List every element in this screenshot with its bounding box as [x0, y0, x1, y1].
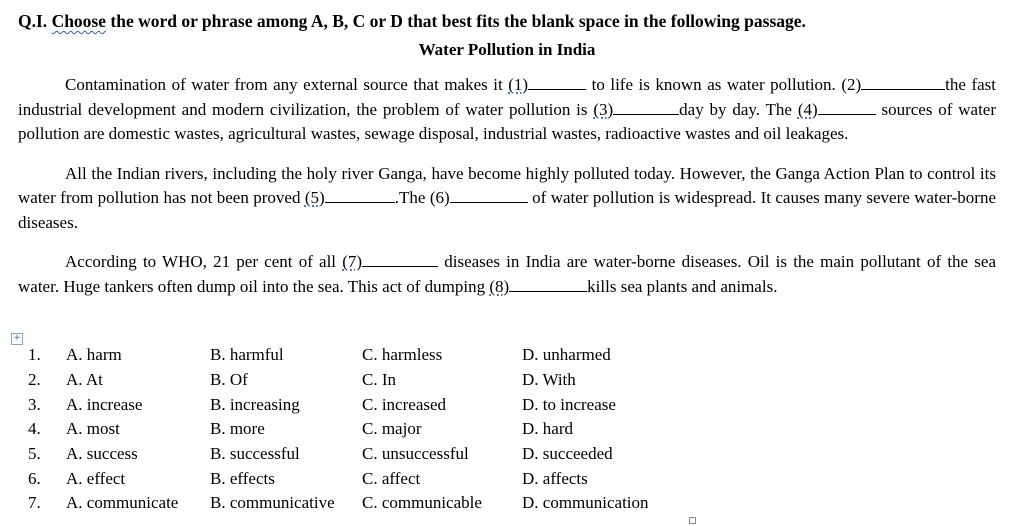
blank-7 — [362, 250, 438, 267]
heading-rest: the word or phrase among A, B, C or D that best fits the blank space in the following passage. — [106, 11, 806, 31]
option-number: 7. — [28, 493, 41, 513]
option-a: A. success — [66, 444, 138, 464]
option-b: B. Of — [210, 370, 248, 390]
option-b: B. harmful — [210, 345, 284, 365]
options-row — [28, 392, 692, 417]
document — [18, 10, 996, 299]
option-c: C. affect — [362, 468, 421, 488]
options-row — [28, 417, 692, 442]
option-d: D. communication — [522, 493, 649, 513]
option-a: A. At — [66, 370, 103, 390]
option-b: B. successful — [210, 444, 300, 464]
paragraph-3: According to WHO, 21 per cent of all (7) diseases in India are water-borne diseases. Oil is the main pollutant of the sea water. Huge tankers often dump oil into the sea. This act of dumping (8) kills sea plants and animals. — [18, 252, 996, 296]
option-d: D. to increase — [522, 394, 616, 414]
option-b: B. increasing — [210, 394, 300, 414]
options-row — [28, 466, 692, 491]
option-a: A. harm — [66, 345, 122, 365]
heading-underlined-word: Choose — [51, 11, 107, 31]
option-number: 5. — [28, 444, 41, 464]
options-row — [28, 491, 692, 516]
option-b: B. communicative — [210, 493, 335, 513]
blank-number-3: (3) — [593, 99, 614, 119]
option-b: B. more — [210, 419, 265, 439]
option-d: D. With — [522, 370, 576, 390]
blank-3 — [613, 98, 679, 115]
option-a: A. effect — [66, 468, 126, 488]
option-d: D. succeeded — [522, 444, 613, 464]
options-row — [28, 368, 692, 393]
blank-number-8: (8) — [489, 276, 510, 296]
option-a: A. most — [66, 419, 120, 439]
option-d: D. hard — [522, 419, 573, 439]
options-table — [28, 343, 692, 516]
table-move-handle-icon[interactable]: + — [11, 333, 23, 345]
option-c: C. harmless — [362, 345, 443, 365]
option-number: 6. — [28, 468, 41, 488]
option-a: A. increase — [66, 394, 143, 414]
blank-8 — [509, 275, 587, 292]
blank-number-6: (6) — [429, 188, 450, 207]
option-number: 4. — [28, 419, 41, 439]
blank-2 — [861, 73, 945, 90]
option-number: 2. — [28, 370, 41, 390]
options-row — [28, 343, 692, 368]
option-b: B. effects — [210, 468, 275, 488]
options-row — [28, 442, 692, 467]
option-c: C. unsuccessful — [362, 444, 469, 464]
passage-title: Water Pollution in India — [418, 40, 596, 59]
blank-number-5: (5) — [304, 188, 325, 207]
option-c: C. In — [362, 370, 396, 390]
blank-number-2: (2) — [841, 75, 862, 94]
option-d: D. unharmed — [522, 345, 611, 365]
blank-5 — [325, 186, 395, 203]
option-number: 3. — [28, 394, 41, 414]
blank-1 — [528, 73, 586, 90]
blank-number-7: (7) — [342, 252, 363, 271]
blank-number-4: (4) — [797, 99, 818, 119]
option-c: C. major — [362, 419, 422, 439]
paragraph-end-marker — [689, 517, 696, 524]
question-heading — [18, 10, 996, 32]
blank-number-1: (1) — [508, 75, 529, 94]
blank-6 — [450, 186, 528, 203]
option-c: C. communicable — [362, 493, 482, 513]
option-d: D. affects — [522, 468, 588, 488]
option-c: C. increased — [362, 394, 447, 414]
option-number: 1. — [28, 345, 41, 365]
paragraph-1: Contamination of water from any external source that makes it (1) to life is known as water pollution. (2) the fast industrial development and modern civilization, the problem of water pollution is (3) day by day. The (4) sources of water pollution are domestic wastes, agricultural wastes, sewage disposal, industrial wastes, radioactive wastes and oil leakages. — [18, 75, 997, 143]
heading-prefix: Q.I. — [18, 11, 52, 31]
paragraph-2: All the Indian rivers, including the holy river Ganga, have become highly polluted today. However, the Ganga Action Plan to control its water from pollution has not been proved (5) .The (6) of water pollution is widespread. It causes many severe water-borne diseases. — [18, 163, 996, 232]
blank-4 — [818, 98, 876, 115]
option-a: A. communicate — [66, 493, 179, 513]
